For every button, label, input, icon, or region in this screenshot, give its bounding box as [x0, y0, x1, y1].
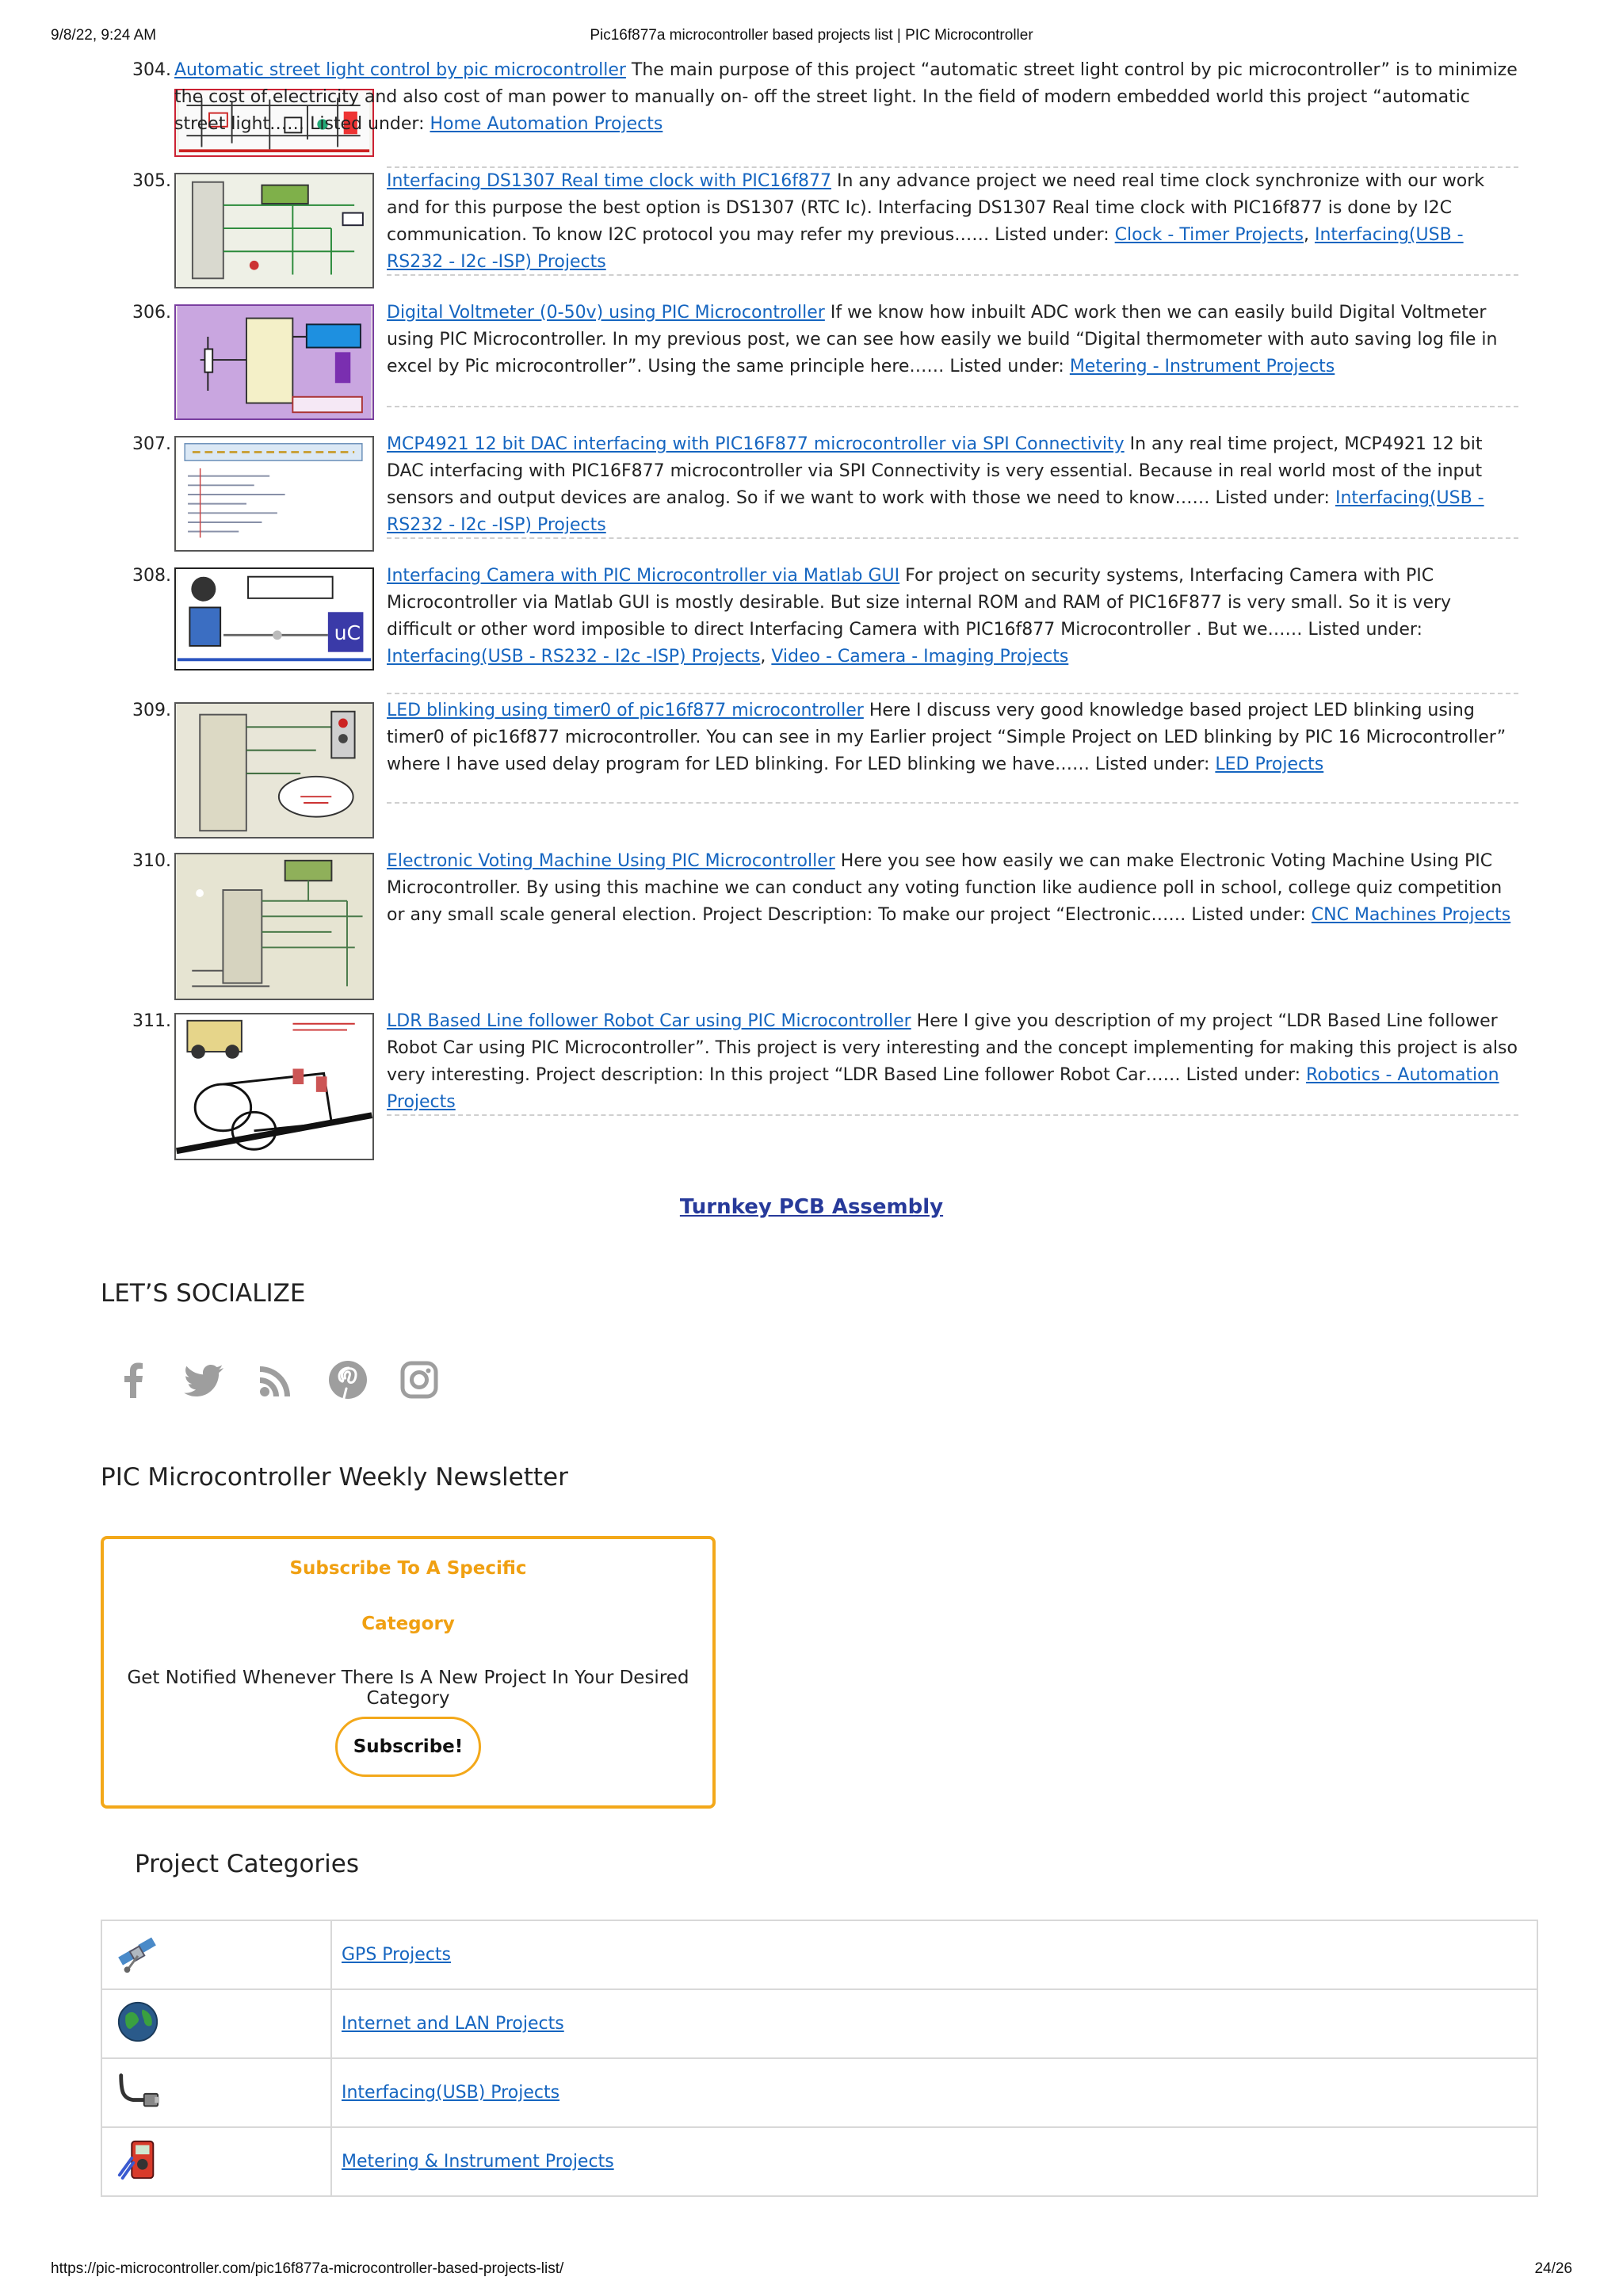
- category-link-cell: [331, 2058, 1537, 2127]
- pinterest-icon[interactable]: [325, 1357, 371, 1403]
- project-thumbnail: [174, 304, 374, 420]
- category-icon-cell: [101, 2058, 331, 2127]
- project-number: 311.: [132, 1011, 171, 1031]
- circuit-diagram-image: [176, 704, 372, 837]
- category-link[interactable]: Interfacing(USB - RS232 - I2c -ISP) Projects: [387, 225, 1464, 272]
- circuit-diagram-image: [176, 306, 372, 418]
- project-item: [127, 431, 1518, 550]
- divider: [387, 802, 1518, 804]
- project-thumbnail: [174, 436, 374, 552]
- category-link-interfacing-usb[interactable]: Interfacing(USB) Projects: [342, 2083, 560, 2103]
- project-text: [387, 848, 1518, 929]
- robot-car-image: [176, 1014, 372, 1159]
- socialize-title: LET’S SOCIALIZE: [101, 1279, 306, 1308]
- category-link[interactable]: Metering - Instrument Projects: [1069, 357, 1335, 376]
- category-link[interactable]: Robotics - Automation Projects: [387, 1065, 1499, 1112]
- project-link[interactable]: Interfacing DS1307 Real time clock with PIC16f877: [387, 171, 831, 191]
- newsletter-title: PIC Microcontroller Weekly Newsletter: [101, 1463, 568, 1492]
- category-link[interactable]: Interfacing(USB - RS232 - I2c -ISP) Projects: [387, 488, 1484, 535]
- project-item: [127, 563, 1518, 690]
- project-number: 307.: [132, 434, 171, 454]
- category-row: [101, 2058, 1537, 2127]
- newsletter-description: Get Notified Whenever There Is A New Project In Your Desired Category: [127, 1668, 689, 1709]
- category-icon-cell: [101, 2127, 331, 2196]
- project-thumbnail: [174, 567, 374, 670]
- newsletter-line-1: Subscribe To A Specific: [289, 1558, 527, 1579]
- project-description: Here you see how easily we can make Electronic Voting Machine Using PIC Microcontroller. By using this machine we can conduct any voting function like audience poll in school, college quiz competition or any small scale general election. Project Description: To make our project “Electronic…… Listed under:: [387, 851, 1503, 925]
- divider: [387, 1114, 1518, 1116]
- newsletter-line-2: Category: [361, 1614, 455, 1634]
- category-link[interactable]: Home Automation Projects: [430, 114, 663, 134]
- project-text: [174, 57, 1518, 138]
- project-link[interactable]: MCP4921 12 bit DAC interfacing with PIC16F877 microcontroller via SPI Connectivity: [387, 434, 1125, 454]
- circuit-diagram-image: [176, 437, 372, 550]
- project-thumbnail: [174, 702, 374, 839]
- circuit-diagram-image: [176, 174, 372, 287]
- project-thumbnail: [174, 853, 374, 1000]
- project-link[interactable]: Digital Voltmeter (0-50v) using PIC Microcontroller: [387, 303, 825, 323]
- project-text: Interfacing Camera with PIC Microcontroller via Matlab GUI For project on security systems, Interfacing Camera with PIC Microcontroller via Matlab GUI is mostly desirable. But size internal ROM and RAM of PIC16F877 is very small. So it is very difficult or other word imposible to direct Interfacing Camera with PIC16f877 Microcontroller . But we…… Listed under: Interfacing(USB - RS232 - I2c -ISP) Projects, Video - Camera - Imaging Projects: [387, 566, 1452, 667]
- project-description: For project on security systems, Interfacing Camera with PIC Microcontroller via Matlab GUI is mostly desirable. But size internal ROM and RAM of PIC16F877 is very small. So it is very difficult or other word imposible to direct Interfacing Camera with PIC16f877 Microcontroller . But we…… Listed under:: [387, 566, 1452, 640]
- project-text: [387, 697, 1518, 778]
- category-icon-cell: [101, 1989, 331, 2058]
- print-footer: [51, 2260, 1572, 2283]
- print-header: [51, 27, 1572, 49]
- usb-cable-icon: [115, 2068, 161, 2114]
- category-link-cell: [331, 1920, 1537, 1989]
- project-text: Interfacing DS1307 Real time clock with PIC16f877 In any advance project we need real time clock synchronize with our work and for this purpose the best option is DS1307 (RTC Ic). Interfacing DS1307 Real time clock with PIC16f877 is done by I2C communication. To know I2C protocol you may refer my previous…… Listed under: Clock - Timer Projects, Interfacing(USB - RS232 - I2c -ISP) Projects: [387, 171, 1485, 272]
- category-icon-cell: [101, 1920, 331, 1989]
- svg-text:uC: uC: [334, 621, 361, 645]
- project-number: 308.: [132, 566, 171, 586]
- project-link[interactable]: Automatic street light control by pic microcontroller: [174, 60, 626, 80]
- twitter-icon[interactable]: [182, 1357, 228, 1403]
- project-item: [127, 1008, 1518, 1159]
- project-description: Here I discuss very good knowledge based project LED blinking using timer0 of pic16f877 microcontroller. You can see in my Earlier project “Simple Project on LED blinking by PIC 16 Microcontroller” where I have used delay program for LED blinking. For LED blinking we have…… Listed under:: [387, 701, 1507, 774]
- print-page-number: 24/26: [1534, 2260, 1572, 2277]
- print-date: 9/8/22, 9:24 AM: [51, 27, 157, 44]
- category-link[interactable]: CNC Machines Projects: [1311, 905, 1511, 925]
- multimeter-icon: [115, 2137, 161, 2183]
- project-link[interactable]: Interfacing Camera with PIC Microcontroller via Matlab GUI: [387, 566, 900, 586]
- project-categories-table: [101, 1920, 1538, 2197]
- project-text: [387, 300, 1518, 380]
- project-link[interactable]: LDR Based Line follower Robot Car using PIC Microcontroller: [387, 1011, 911, 1031]
- facebook-icon[interactable]: [111, 1357, 157, 1403]
- project-number: 306.: [132, 303, 171, 323]
- project-item: [127, 57, 1518, 166]
- project-item: [127, 300, 1518, 418]
- project-number: 304.: [132, 60, 171, 80]
- category-link-internet-lan[interactable]: Internet and LAN Projects: [342, 2014, 564, 2034]
- project-thumbnail: [174, 1013, 374, 1160]
- category-link[interactable]: Interfacing(USB - RS232 - I2c -ISP) Projects: [387, 647, 761, 667]
- category-link-metering-instrument[interactable]: Metering & Instrument Projects: [342, 2152, 614, 2172]
- category-row: [101, 1989, 1537, 2058]
- category-row: [101, 2127, 1537, 2196]
- project-text: [387, 431, 1518, 539]
- divider: [387, 274, 1518, 276]
- project-description: Here I give you description of my project “LDR Based Line follower Robot Car using PIC Microcontroller”. This project is very interesting and the concept implementing for making this project is also very interesting. Project description: In this project “LDR Based Line follower Robot Car…… Listed under:: [387, 1011, 1518, 1085]
- project-number: 310.: [132, 851, 171, 871]
- project-thumbnail: [174, 173, 374, 288]
- print-title: Pic16f877a microcontroller based projects list | PIC Microcontroller: [590, 27, 1033, 44]
- subscribe-button[interactable]: Subscribe!: [335, 1717, 481, 1777]
- globe-icon: [115, 1999, 161, 2045]
- category-link[interactable]: LED Projects: [1215, 755, 1324, 774]
- turnkey-section: [0, 1195, 1623, 1219]
- satellite-icon: [115, 1930, 161, 1976]
- category-row: [101, 1920, 1537, 1989]
- project-item: [127, 697, 1518, 840]
- print-url: https://pic-microcontroller.com/pic16f877a-microcontroller-based-projects-list/: [51, 2260, 564, 2277]
- category-link-cell: [331, 2127, 1537, 2196]
- category-link-gps[interactable]: GPS Projects: [342, 1945, 452, 1965]
- project-link[interactable]: Electronic Voting Machine Using PIC Microcontroller: [387, 851, 835, 871]
- project-categories-title: Project Categories: [135, 1850, 360, 1878]
- project-description: In any real time project, MCP4921 12 bit DAC interfacing with PIC16F877 microcontroller via SPI Connectivity is very essential. Because in real world most of the input sensors and output devices are analog. So if we want to work with those we need to know…… Listed under:: [387, 434, 1483, 508]
- project-item: [127, 848, 1518, 1007]
- project-text: [387, 1008, 1518, 1116]
- project-link[interactable]: LED blinking using timer0 of pic16f877 microcontroller: [387, 701, 864, 720]
- divider: [387, 537, 1518, 539]
- divider: [387, 406, 1518, 407]
- rss-icon[interactable]: [254, 1357, 300, 1403]
- project-number: 309.: [132, 701, 171, 720]
- project-description: The main purpose of this project “automatic street light control by pic microcontroller” is to minimize the cost of electricity and also cost of man power to manually on- off the street light. In the field of modern embedded world this project “automatic street light…… Listed under:: [174, 60, 1518, 134]
- instagram-icon[interactable]: [396, 1357, 442, 1403]
- category-link[interactable]: Clock - Timer Projects: [1114, 225, 1304, 245]
- project-description: In any advance project we need real time clock synchronize with our work and for this purpose the best option is DS1307 (RTC Ic). Interfacing DS1307 Real time clock with PIC16f877 is done by I2C communication. To know I2C protocol you may refer my previous…… Listed under:: [387, 171, 1485, 245]
- circuit-diagram-image: [176, 854, 372, 999]
- circuit-diagram-image: [176, 569, 372, 669]
- newsletter-box: [101, 1536, 716, 1809]
- category-link[interactable]: Video - Camera - Imaging Projects: [771, 647, 1069, 667]
- project-number: 305.: [132, 171, 171, 191]
- category-link-cell: [331, 1989, 1537, 2058]
- divider: [387, 693, 1518, 694]
- turnkey-pcb-link[interactable]: Turnkey PCB Assembly: [679, 1195, 944, 1219]
- project-item: [127, 168, 1518, 287]
- project-description: If we know how inbuilt ADC work then we can easily build Digital Voltmeter using PIC Microcontroller. In my previous post, we can see how easily we build “Digital thermometer with auto saving log file in excel by Pic microcontroller”. Using the same principle here…… Listed under:: [387, 303, 1498, 376]
